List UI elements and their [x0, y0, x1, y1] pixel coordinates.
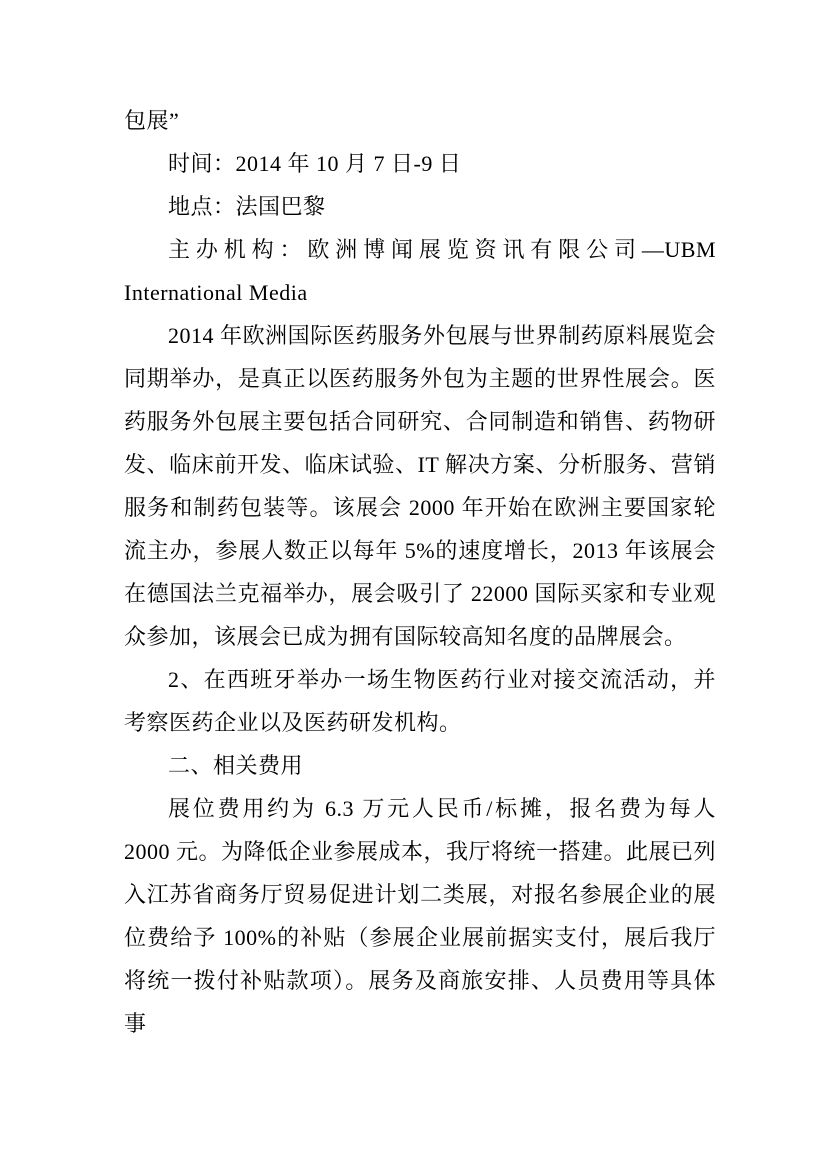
- paragraph-fees-detail: 展位费用约为 6.3 万元人民币/标摊，报名费为每人 2000 元。为降低企业参展成本，我厅将统一搭建。此展已列入江苏省商务厅贸易促进计划二类展，对报名参展企业的展位费给予 100%的补贴（参展企业展前据实支付，展后我厅将统一拨付补贴款项）。展务及商旅安排、人员费用等具体事: [124, 796, 717, 1036]
- paragraph-spain-activity: 2、在西班牙举办一场生物医药行业对接交流活动，并考察医药企业以及医药研发机构。: [124, 667, 716, 735]
- paragraph-time: 时间：2014 年 10 月 7 日-9 日: [168, 151, 462, 176]
- section-heading-fees: 二、相关费用: [168, 753, 304, 778]
- paragraph-location: 地点：法国巴黎: [168, 194, 326, 219]
- paragraph-continuation: 包展”: [124, 108, 180, 133]
- paragraph-organizer: 主办机构：欧洲博闻展览资讯有限公司—UBM International Media: [124, 237, 716, 305]
- paragraph-exhibition-intro: 2014 年欧洲国际医药服务外包展与世界制药原料展览会同期举办，是真正以医药服务外包为主题的世界性展会。医药服务外包展主要包括合同研究、合同制造和销售、药物研发、临床前开发、临床试验、IT 解决方案、分析服务、营销服务和制药包装等。该展会 2000 年开始在欧洲主要国家轮流主办，参展人数正以每年 5%的速度增长，2013 年该展会在德国法兰克福举办，展会吸引了 22000 国际买家和专业观众参加，该展会已成为拥有国际较高知名度的品牌展会。: [124, 323, 716, 649]
- document-body: [124, 99, 716, 1045]
